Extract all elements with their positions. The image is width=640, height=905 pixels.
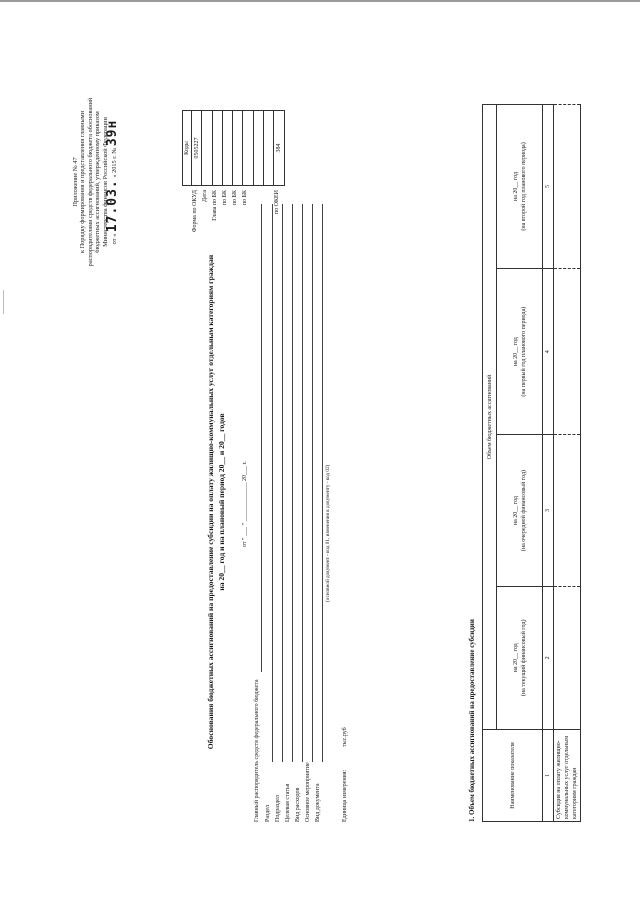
code-vid-doc <box>264 111 274 186</box>
field-line-main-manager <box>261 204 262 672</box>
col-year-4: на 20__ год <box>512 171 519 201</box>
code-okei: 384 <box>274 111 284 186</box>
field-meropriyatie: Основное мероприятие <box>305 762 311 822</box>
field-vid-rashodov: Вид расходов <box>295 787 301 822</box>
table-row <box>554 105 581 822</box>
field-line-celevaya <box>292 204 293 762</box>
appendix-line-3: бюджетных ассигнований, утвержденному приказом <box>94 111 102 253</box>
code-label-okud: Форма по ОКУД <box>192 190 198 233</box>
col-period-3: (на первый год планового периода) <box>520 306 527 397</box>
code-meropriyatie <box>253 111 263 186</box>
title-line-1: Обоснования бюджетных ассигнований на предоставление субсидии на оплату жилищно-коммунальных услуг отдельным категориям граждан <box>206 254 215 750</box>
unit-label: Единица измерения: <box>342 769 348 822</box>
unit-value: тыс.руб <box>342 727 348 747</box>
appendix-block <box>72 42 121 322</box>
appendix-line-4: Министерства финансов Российской Федерации <box>101 117 109 247</box>
field-line-vid-rashodov <box>302 204 303 762</box>
code-date <box>202 111 212 186</box>
appendix-date-handwritten: 17.03. <box>105 179 121 233</box>
appendix-number: Приложение № 47 <box>72 157 79 207</box>
field-line-meropriyatie <box>312 204 313 762</box>
code-label-glava: Глава по БК <box>212 190 218 221</box>
appendix-order-handwritten: 39н <box>105 119 121 147</box>
field-line-vid-dokumenta <box>322 204 323 762</box>
col-year-2: на 20__ год <box>512 496 519 526</box>
code-label-date: Дата <box>202 190 208 202</box>
field-celevaya: Целевая статья <box>285 783 291 822</box>
row-value-4 <box>554 105 581 269</box>
col-number-4: 4 <box>543 268 554 435</box>
code-glava <box>212 111 222 186</box>
row-value-1 <box>554 586 581 729</box>
appendix-line-1: к Порядку формирования и представления главными <box>79 110 87 254</box>
col-number-1: 1 <box>543 730 554 822</box>
col-header-plan-year-1 <box>497 268 543 435</box>
row-value-2 <box>554 435 581 586</box>
code-vid-rashodov <box>243 111 253 186</box>
appendix-line-2: распорядителями средств федерального бюджета обоснований <box>86 97 94 267</box>
col-header-name: Наименование показателя <box>483 730 543 822</box>
col-period-4: (на второй год планового периода) <box>520 142 527 231</box>
codes-table <box>182 110 285 186</box>
col-year-3: на 20__ год <box>512 337 519 367</box>
appendix-date-prefix: от « <box>111 233 119 245</box>
col-header-group: Объем бюджетных ассигнований <box>483 105 497 730</box>
field-line-razdel <box>272 204 273 762</box>
doc-type-note: (основной документ - код 01, изменения к документу - код 02) <box>325 464 331 602</box>
scan-edge-line <box>0 0 640 2</box>
col-number-2: 2 <box>543 586 554 729</box>
code-celevaya <box>233 111 243 186</box>
col-header-plan-year-2 <box>497 105 543 269</box>
field-main-manager: Главный распорядитель средств федерального бюджета <box>254 679 260 822</box>
field-podrazdel: Подраздел <box>275 795 281 822</box>
scan-mark <box>3 290 4 314</box>
code-label-bk-2: по БК <box>232 190 238 206</box>
field-vid-dokumenta: Вид документа <box>315 783 321 822</box>
code-label-bk-3: по БК <box>242 190 248 206</box>
code-label-okei: по ОКЕИ <box>274 190 280 215</box>
col-number-3: 3 <box>543 435 554 586</box>
code-label-bk-1: по БК <box>222 190 228 206</box>
col-period-2: (на очередной финансовый год) <box>520 470 527 552</box>
col-header-next-year <box>497 435 543 586</box>
field-line-podrazdel <box>282 204 283 762</box>
row-label-subsidy: Субсидия на оплату жилищно-коммунальных услуг отдельным категориям граждан <box>554 730 581 822</box>
field-razdel: Раздел <box>265 805 271 822</box>
row-value-3 <box>554 268 581 435</box>
allocations-table <box>482 104 581 822</box>
document-title <box>205 182 227 822</box>
document-date-line: от " ___ " _____________ 20___ г. <box>242 461 248 547</box>
codes-header: Коды <box>183 111 192 186</box>
col-year-1: на 20__ год <box>512 643 519 673</box>
title-line-2: на 20__ год и на плановый период 20__ и 20__ годов <box>217 413 226 591</box>
col-header-current-year <box>497 586 543 729</box>
code-razdel <box>222 111 232 186</box>
col-number-5: 5 <box>543 105 554 269</box>
section-heading: 1. Объем бюджетных ассигнований на предоставление субсидии <box>468 619 476 822</box>
col-period-1: (на текущий финансовый год) <box>520 619 527 697</box>
code-okud: 0505227 <box>192 111 202 186</box>
appendix-date-suffix: » 2015 г. № <box>111 147 119 178</box>
rotated-document-page <box>70 42 578 862</box>
